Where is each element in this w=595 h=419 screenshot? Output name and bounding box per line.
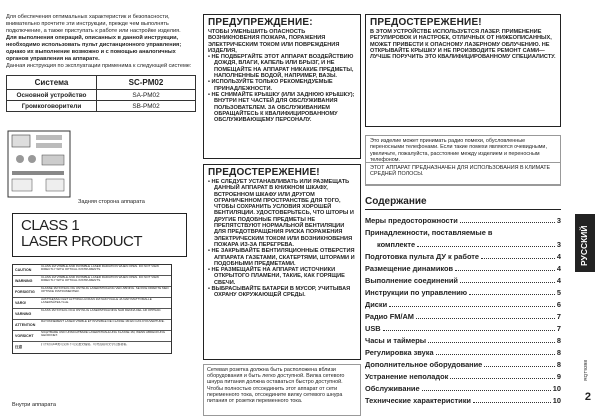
toc-leader bbox=[473, 397, 551, 403]
toc-item[interactable] bbox=[365, 384, 561, 396]
warning-text: KLASS 1M SYNLIG OCH OSYNLIG LASERSTRÅLNING NÄR DENNA DEL ÄR ÖPPNAD. bbox=[41, 309, 162, 312]
table-row bbox=[13, 342, 171, 353]
warning-box-3 bbox=[365, 14, 561, 127]
toc-title: Содержание bbox=[365, 196, 561, 210]
speakers-label: Громкоговорители bbox=[7, 101, 97, 112]
toc-item-title: Радио FM/AM bbox=[365, 312, 414, 321]
warning-key: 注意 bbox=[15, 345, 23, 349]
warning-key: CAUTION bbox=[15, 268, 32, 272]
warning-3-title: ПРЕДОСТЕРЕЖЕНИЕ! bbox=[370, 17, 482, 28]
toc-item[interactable] bbox=[365, 228, 561, 240]
main-unit-value: SA-PM02 bbox=[97, 90, 196, 101]
list-item: • НЕ СНИМАЙТЕ КРЫШКУ (ИЛИ ЗАДНЮЮ КРЫШКУ); ВНУТРИ НЕТ ЧАСТЕЙ ДЛЯ ОБСЛУЖИВАНИЯ ПОЛЬЗОВАТЕЛЕМ. ЗА ОБСЛУЖИВАНИЕМ ОБРАЩАЙТЕСЬ К КВАЛИФИЦИРОВАННОМУ ОБСЛУЖИВАЮЩЕМУ ПЕРСОНАЛУ. bbox=[208, 91, 355, 124]
system-value: SC-PM02 bbox=[97, 76, 196, 90]
toc-item-page: 9 bbox=[556, 372, 561, 381]
toc-item-title: Выполнение соединений bbox=[365, 276, 458, 285]
toc-item-page: 10 bbox=[552, 384, 561, 393]
warning-text: SICHTBARE UND UNSICHTBARE LASERSTRAHLUNG KLASSE 1M, WENN ABDECKUNG GEÖFFNET. bbox=[41, 331, 166, 338]
list-item: • НЕ РАЗМЕЩАЙТЕ НА АППАРАТ ИСТОЧНИКИ ОТКРЫТОГО ПЛАМЕНИ, ТАКИЕ, КАК ГОРЯЩИЕ СВЕЧИ. bbox=[208, 267, 345, 286]
middle-column bbox=[203, 0, 361, 419]
toc-item[interactable] bbox=[365, 324, 561, 336]
toc-item[interactable] bbox=[365, 300, 561, 312]
climate-note: ЭТОТ АППАРАТ ПРЕДНАЗНАЧЕН ДЛЯ ИСПОЛЬЗОВАНИЯ В КЛИМАТЕ СРЕДНЕЙ ПОЛОСЫ. bbox=[365, 162, 561, 186]
right-column bbox=[365, 0, 565, 419]
toc-item-title: Принадлежности, поставляемые в bbox=[365, 228, 493, 237]
table-row bbox=[13, 276, 171, 287]
intro-paragraph-1: Для обеспечения оптимальных характеристик и безопасности, внимательно прочтите эти инструкции, прежде чем выполнять подключение, а также приступать к работе или настройке изделия. bbox=[6, 14, 181, 34]
table-row bbox=[13, 298, 171, 309]
toc-item-title: Инструкции по управлению bbox=[365, 288, 468, 297]
intro-text bbox=[6, 14, 199, 70]
radio-interference-note: Это изделие может принимать радио помехи, обусловленные переносными телефонами. Если такие помехи являются очевидными, увеличьте, пожалуйста, расстояние между изделием и переносным телефоном. bbox=[365, 135, 561, 185]
system-table-row bbox=[7, 90, 196, 101]
warning-text: CLASS 1M VISIBLE AND INVISIBLE LASER RADIATION WHEN OPEN. DO NOT VIEW DIRECTLY WITH OPTICAL INSTRUMENTS. bbox=[41, 276, 159, 283]
toc-leader bbox=[422, 385, 551, 391]
toc-item-page: 4 bbox=[556, 264, 561, 273]
toc-item[interactable] bbox=[365, 336, 561, 348]
toc-leader bbox=[469, 289, 555, 295]
toc-item-title: Устранение неполадок bbox=[365, 372, 449, 381]
toc-item-page: 4 bbox=[556, 276, 561, 285]
toc-item[interactable] bbox=[365, 264, 561, 276]
toc-item[interactable] bbox=[365, 360, 561, 372]
toc-item-title: Диски bbox=[365, 300, 388, 309]
list-item: • НЕ СЛЕДУЕТ УСТАНАВЛИВАТЬ ИЛИ РАЗМЕЩАТЬ ДАННЫЙ АППАРАТ В КНИЖНОМ ШКАФУ, ВСТРОЕННОМ ШКАФУ ИЛИ ДРУГОМ ОГРАНИЧЕННОМ ПРОСТРАНСТВЕ ДЛЯ ТОГО, ЧТОБЫ СОХРАНИТЬ УСЛОВИЯ ХОРОШЕЙ ВЕНТИЛЯЦИИ. УДОСТОВЕРЬТЕСЬ, ЧТО ШТОРЫ И ДРУГИЕ ПОДОБНЫЕ ПРЕДМЕТЫ НЕ ПРЕПЯТСТВУЮТ НОРМАЛЬНОЙ ВЕНТИЛЯЦИИ ДЛЯ ПРЕДОТВРАЩЕНИЯ РИСКА ПОРАЖЕНИЯ ЭЛЕКТРИЧЕСКИМ ТОКОМ ИЛИ ВОЗНИКНОВЕНИЯ ПОЖАРА ИЗ-ЗА ПЕРЕГРЕВА. bbox=[208, 179, 354, 248]
warning-key: ATTENTION bbox=[15, 323, 36, 327]
toc-leader bbox=[383, 325, 555, 331]
warning-text: AVATTAESSA OLET ALTTIINA LUOKAN 1M NÄKYVÄLLE JA NÄKYMÄTTÖMÄLLE LASERSÄTEILYLLE. bbox=[41, 298, 152, 305]
toc-item[interactable] bbox=[365, 348, 561, 360]
system-table-row bbox=[7, 101, 196, 112]
toc-leader bbox=[460, 277, 555, 283]
toc-leader bbox=[481, 253, 555, 259]
table-row bbox=[13, 331, 171, 342]
page-code: RQT9398 bbox=[584, 360, 589, 381]
laser-class-label bbox=[12, 213, 187, 257]
table-of-contents bbox=[365, 216, 561, 408]
toc-item-title: USB bbox=[365, 324, 381, 333]
laser-warning-table bbox=[12, 264, 172, 354]
toc-leader bbox=[460, 217, 555, 223]
warning-key: VARNING bbox=[15, 312, 32, 316]
warning-box-2 bbox=[203, 164, 361, 360]
warning-3-text: В ЭТОМ УСТРОЙСТВЕ ИСПОЛЬЗУЕТСЯ ЛАЗЕР. ПРИМЕНЕНИЕ РЕГУЛИРОВОК И НАСТРОЕК, ОТЛИЧНЫХ ОТ НИЖЕОПИСАННЫХ, МОЖЕТ ПРИВЕСТИ К ОПАСНОМУ ЛАЗЕРНОМУ ОБЛУЧЕНИЮ. НЕ ОТКРЫВАЙТЕ КРЫШКУ И НЕ ПРОИЗВОДИТЕ РЕМОНТ САМИ— ЛУЧШЕ ПОРУЧИТЬ ЭТО КВАЛИФИЦИРОВАННОМУ СПЕЦИАЛИСТУ. bbox=[370, 29, 556, 61]
toc-item-page: 7 bbox=[556, 324, 561, 333]
toc-item-title: Технические характеристики bbox=[365, 396, 471, 405]
table-row bbox=[13, 309, 171, 320]
toc-item-page: 3 bbox=[556, 240, 561, 249]
rear-panel-illustration bbox=[6, 127, 76, 201]
toc-item[interactable] bbox=[365, 396, 561, 408]
warning-1-title: ПРЕДУПРЕЖДЕНИЕ: bbox=[208, 17, 313, 28]
toc-item[interactable] bbox=[365, 276, 561, 288]
toc-item-page: 6 bbox=[556, 300, 561, 309]
toc-leader bbox=[455, 265, 555, 271]
toc-item[interactable] bbox=[365, 252, 561, 264]
toc-item-page: 4 bbox=[556, 252, 561, 261]
toc-item-page: 5 bbox=[556, 288, 561, 297]
system-label: Система bbox=[7, 76, 97, 90]
toc-leader bbox=[436, 349, 555, 355]
warning-2-title: ПРЕДОСТЕРЕЖЕНИЕ! bbox=[208, 167, 320, 178]
toc-leader bbox=[416, 313, 555, 319]
system-table bbox=[6, 75, 196, 112]
language-tab-label: РУССКИЙ bbox=[579, 225, 589, 266]
warning-text: CLASS 1M VISIBLE AND INVISIBLE LASER RADIATION WHEN OPEN. DO NOT VIEW DIRECTLY WITH OPTICAL INSTRUMENTS. bbox=[41, 265, 159, 272]
warning-box-1 bbox=[203, 14, 361, 159]
toc-item[interactable] bbox=[365, 288, 561, 300]
toc-item-title: Подготовка пульта ДУ к работе bbox=[365, 252, 480, 261]
warning-text: KLASSE 1M SYNLIG OG USYNLIG LASERSTRÅLING VED ÅBNING. SE IKKE DIREKTE MED OPTISKE INSTRUMENTER. bbox=[41, 287, 169, 294]
system-table-row bbox=[7, 76, 196, 90]
laser-class-line-2: LASER PRODUCT bbox=[21, 233, 143, 250]
list-item: • НЕ ПОДВЕРГАЙТЕ ЭТОТ АППАРАТ ВОЗДЕЙСТВИЮ ДОЖДЯ, ВЛАГИ, КАПЕЛЬ ИЛИ БРЫЗГ, И НЕ ПОМЕЩАЙТЕ НА АППАРАТ НИКАКИЕ ПРЕДМЕТЫ, НАПОЛНЕННЫЕ ВОДОЙ, НАПРИМЕР, ВАЗЫ. bbox=[208, 54, 354, 80]
page-number: 2 bbox=[584, 391, 591, 403]
toc-item-title: комплекте bbox=[377, 240, 416, 249]
left-column bbox=[6, 0, 199, 419]
toc-item-title: Часы и таймеры bbox=[365, 336, 427, 345]
toc-item-page: 3 bbox=[556, 216, 561, 225]
toc-item-page: 7 bbox=[556, 312, 561, 321]
toc-item[interactable] bbox=[365, 372, 561, 384]
table-row bbox=[13, 320, 171, 331]
toc-leader bbox=[428, 337, 555, 343]
toc-item-page: 8 bbox=[556, 348, 561, 357]
warning-key: FORSIGTIG bbox=[15, 290, 35, 294]
toc-item[interactable] bbox=[365, 312, 561, 324]
toc-leader bbox=[450, 373, 555, 379]
list-item: • ВЫБРАСЫВАЙТЕ БАТАРЕИ В МУСОР, УЧИТЫВАЯ ОХРАНУ ОКРУЖАЮЩЕЙ СРЕДЫ. bbox=[208, 286, 351, 299]
warning-key: VARO! bbox=[15, 301, 27, 305]
warning-text: RAYONNEMENT LASER VISIBLE ET INVISIBLE DE CLASSE 1M EN CAS D'OUVERTURE. bbox=[41, 320, 165, 323]
toc-item-title: Размещение динамиков bbox=[365, 264, 454, 273]
list-item: • ИСПОЛЬЗУЙТЕ ТОЛЬКО РЕКОМЕНДУЕМЫЕ ПРИНАДЛЕЖНОСТИ. bbox=[208, 79, 333, 92]
laser-class-line-1: CLASS 1 bbox=[21, 217, 80, 234]
toc-leader bbox=[389, 301, 555, 307]
warning-key: VORSICHT bbox=[15, 334, 34, 338]
warning-key: WARNING bbox=[15, 279, 33, 283]
speakers-value: SB-PM02 bbox=[97, 101, 196, 112]
toc-leader bbox=[484, 361, 555, 367]
list-item: • НЕ ЗАКРЫВАЙТЕ ВЕНТИЛЯЦИОННЫЕ ОТВЕРСТИЯ АППАРАТА ГАЗЕТАМИ, СКАТЕРТЯМИ, ШТОРАМИ И ПОДОБНЫМИ ПРЕДМЕТАМИ. bbox=[208, 248, 355, 267]
socket-note: Сетевая розетка должна быть расположена вблизи оборудования и быть легко доступной. Вилка сетевого шнура питания должна оставаться быстро доступной. Чтобы полностью отсоединить этот аппарат от сети переменного тока, отсоедините вилку сетевого шнура питания от розетки переменного тока. bbox=[203, 364, 361, 416]
toc-item-page: 8 bbox=[556, 336, 561, 345]
toc-item-title: Дополнительное оборудование bbox=[365, 360, 483, 369]
intro-paragraph-2: Для выполнения операций, описанных в данной инструкции, необходимо использовать пульт дистанционного управления; однако их выполнение возможно и с помощью аналогичных органов управления на аппарате. bbox=[6, 35, 182, 62]
toc-item-page: 8 bbox=[556, 360, 561, 369]
toc-item[interactable] bbox=[365, 216, 561, 228]
toc-item-page: 10 bbox=[552, 396, 561, 405]
table-row bbox=[13, 265, 171, 276]
warning-1-lead: ЧТОБЫ УМЕНЬШИТЬ ОПАСНОСТЬ ВОЗНИКНОВЕНИЯ ПОЖАРА, ПОРАЖЕНИЯ ЭЛЕКТРИЧЕСКИМ ТОКОМ ИЛИ ПОВРЕЖДЕНИЯ ИЗДЕЛИЯ, bbox=[208, 29, 340, 54]
intro-paragraph-3: Данная инструкция по эксплуатации применима к следующей системе: bbox=[6, 63, 192, 69]
toc-item-title: Меры предосторожности bbox=[365, 216, 458, 225]
table-row bbox=[13, 287, 171, 298]
rear-caption: Задняя сторона аппарата bbox=[78, 199, 145, 205]
main-unit-label: Основной устройство bbox=[7, 90, 97, 101]
toc-leader bbox=[417, 241, 555, 247]
inside-caption: Внутри аппарата bbox=[12, 402, 56, 408]
language-tab bbox=[575, 214, 595, 272]
toc-item-title: Регулировка звука bbox=[365, 348, 434, 357]
toc-item[interactable] bbox=[365, 240, 561, 252]
toc-item-title: Обслуживание bbox=[365, 384, 420, 393]
warning-text: 打开时有1M类可见和不可见激光辐射。切勿直接用光学仪器观看。 bbox=[41, 342, 130, 346]
